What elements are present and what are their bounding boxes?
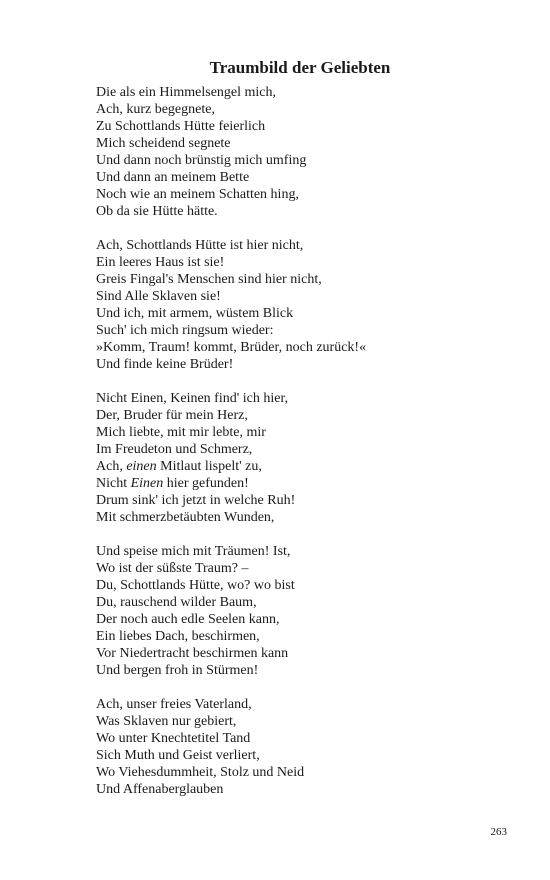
poem-line: Ach, Schottlands Hütte ist hier nicht, [96, 238, 304, 253]
poem-line: Ob da sie Hütte hätte. [96, 204, 218, 219]
poem-line: Sind Alle Sklaven sie! [96, 289, 221, 304]
page-number: 263 [490, 826, 507, 838]
poem-line: Such' ich mich ringsum wieder: [96, 323, 274, 338]
poem-line: Und bergen froh in Stürmen! [96, 663, 259, 678]
poem-line: Wo ist der süßste Traum? – [96, 561, 249, 576]
poem-line: Du, rauschend wilder Baum, [96, 595, 257, 610]
stanza [96, 543, 516, 679]
poem-line: Was Sklaven nur gebiert, [96, 714, 237, 729]
poem-line: Mit schmerzbetäubten Wunden, [96, 510, 275, 525]
poem-line: Der, Bruder für mein Herz, [96, 408, 248, 423]
poem-body [96, 84, 516, 815]
poem-line: Ein liebes Dach, beschirmen, [96, 629, 260, 644]
poem-line: Zu Schottlands Hütte feierlich [96, 119, 266, 134]
poem-line: Und finde keine Brüder! [96, 357, 234, 372]
poem-line: Mich liebte, mit mir lebte, mir [96, 425, 266, 440]
poem-line: Und dann noch brünstig mich umfing [96, 153, 307, 168]
poem-line: Sich Muth und Geist verliert, [96, 748, 260, 763]
line-segment: Nicht [96, 476, 131, 491]
poem-line: Drum sink' ich jetzt in welche Ruh! [96, 493, 296, 508]
poem-line: Und speise mich mit Träumen! Ist, [96, 544, 291, 559]
stanza [96, 237, 516, 373]
stanza [96, 84, 516, 220]
poem-title: Traumbild der Geliebten [209, 58, 391, 77]
poem-line: Und dann an meinem Bette [96, 170, 250, 185]
poem-line: Mich scheidend segnete [96, 136, 231, 151]
poem-line: Noch wie an meinem Schatten hing, [96, 187, 299, 202]
line-segment: hier gefunden! [163, 476, 249, 491]
poem-line: Ach, unser freies Vaterland, [96, 697, 252, 712]
poem-line: »Komm, Traum! kommt, Brüder, noch zurück!« [96, 340, 367, 355]
poem-line: Ach, kurz begegnete, [96, 102, 215, 117]
poem-line: Nicht Einen, Keinen find' ich hier, [96, 391, 289, 406]
poem-line: Und Affenaberglauben [96, 782, 224, 797]
poem-line [96, 458, 516, 475]
poem-line: Du, Schottlands Hütte, wo? wo bist [96, 578, 295, 593]
line-segment: Mitlaut lispelt' zu, [156, 459, 262, 474]
emphasized-word: Einen [130, 476, 164, 491]
poem-line: Der noch auch edle Seelen kann, [96, 612, 280, 627]
poem-line: Wo Viehesdummheit, Stolz und Neid [96, 765, 305, 780]
poem-line: Ein leeres Haus ist sie! [96, 255, 225, 270]
line-segment: Ach, [96, 459, 127, 474]
poem-line: Die als ein Himmelsengel mich, [96, 85, 277, 100]
stanza [96, 390, 516, 526]
poem-line [96, 475, 516, 492]
stanza [96, 696, 516, 798]
emphasized-word: einen [126, 459, 157, 474]
poem-line: Und ich, mit armem, wüstem Blick [96, 306, 294, 321]
poem-line: Wo unter Knechtetitel Tand [96, 731, 251, 746]
poem-line: Vor Niedertracht beschirmen kann [96, 646, 289, 661]
poem-line: Greis Fingal's Menschen sind hier nicht, [96, 272, 322, 287]
poem-line: Im Freudeton und Schmerz, [96, 442, 253, 457]
